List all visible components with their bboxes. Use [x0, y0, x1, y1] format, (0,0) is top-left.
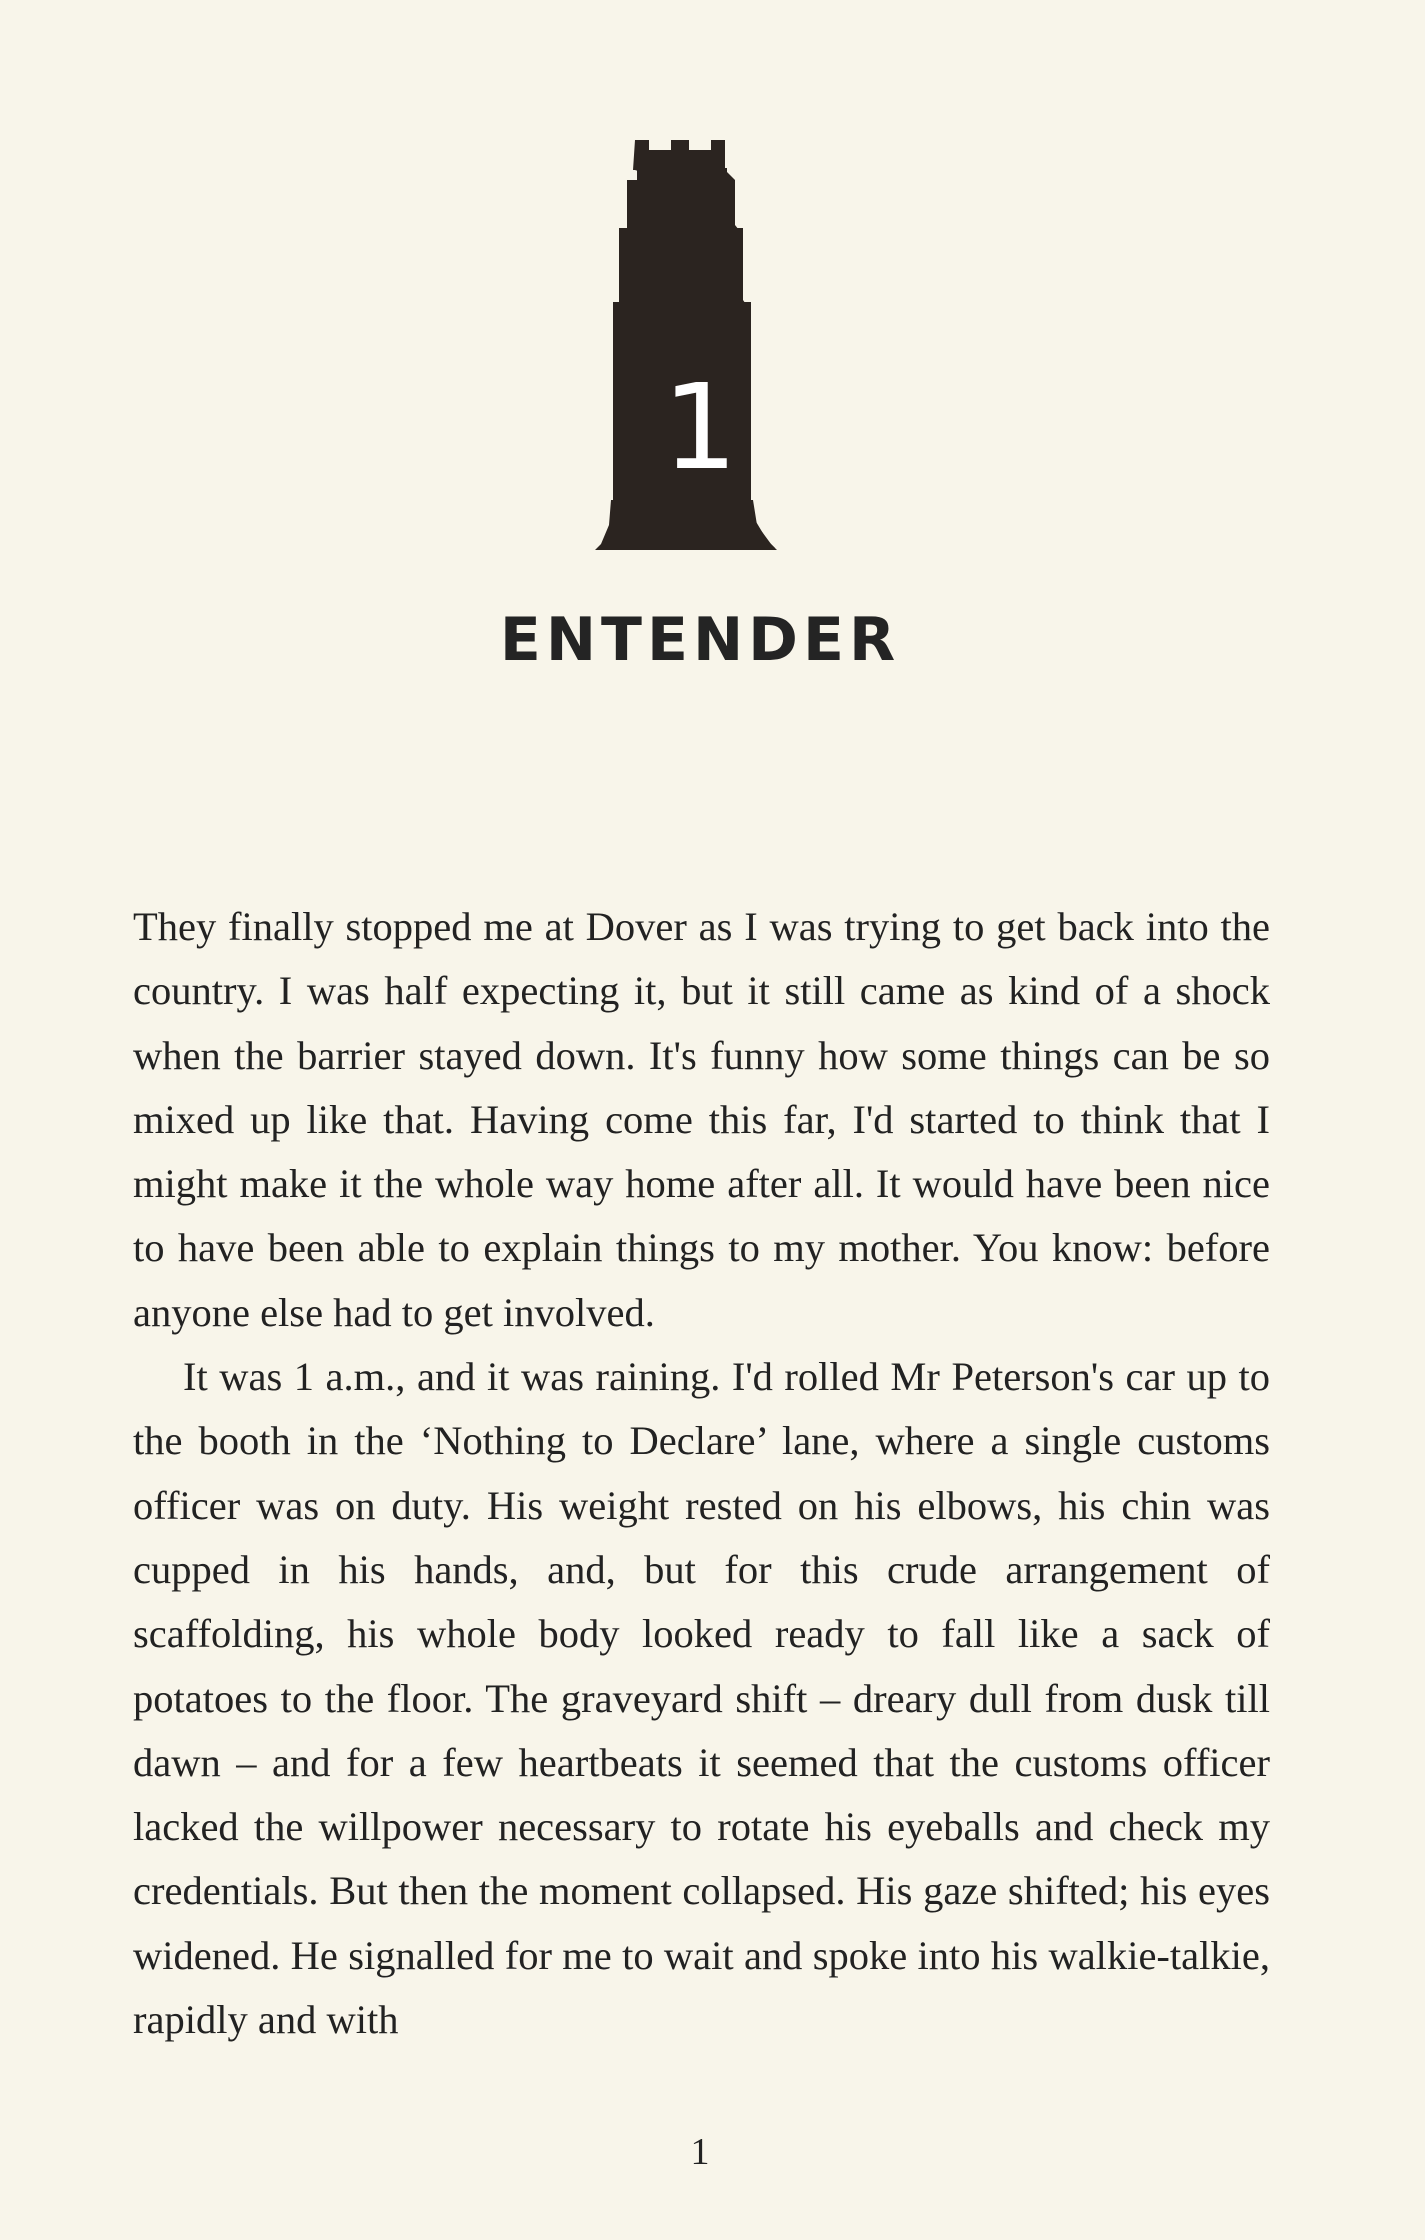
chapter-body — [133, 895, 1270, 2052]
chapter-number: 1 — [662, 358, 738, 496]
page-number: 1 — [690, 2131, 710, 2173]
paragraph: It was 1 a.m., and it was raining. I'd rolled Mr Peterson's car up to the booth in the ‘Nothing to Declare’ lane, where a single customs officer was on duty. His weight rested on his elbows, his chin was cupped in his hands, and, but for this crude arrangement of scaffolding, his whole body looked ready to fall like a sack of potatoes to the floor. The graveyard shift – dreary dull from dusk till dawn – and for a few heartbeats it seemed that the customs officer lacked the willpower necessary to rotate his eyeballs and check my credentials. But then the moment collapsed. His gaze shifted; his eyes widened. He signalled for me to wait and spoke into his walkie-talkie, rapidly and with — [133, 1354, 1270, 2043]
paragraph: They finally stopped me at Dover as I was trying to get back into the country. I was half expecting it, but it still came as kind of a shock when the barrier stayed down. It's funny how some things can be so mixed up like that. Having come this far, I'd started to think that I might make it the whole way home after all. It would have been nice to have been able to explain things to my mother. You know: before anyone else had to get involved. — [133, 904, 1270, 1335]
chapter-title: ENTENDER — [499, 605, 901, 675]
